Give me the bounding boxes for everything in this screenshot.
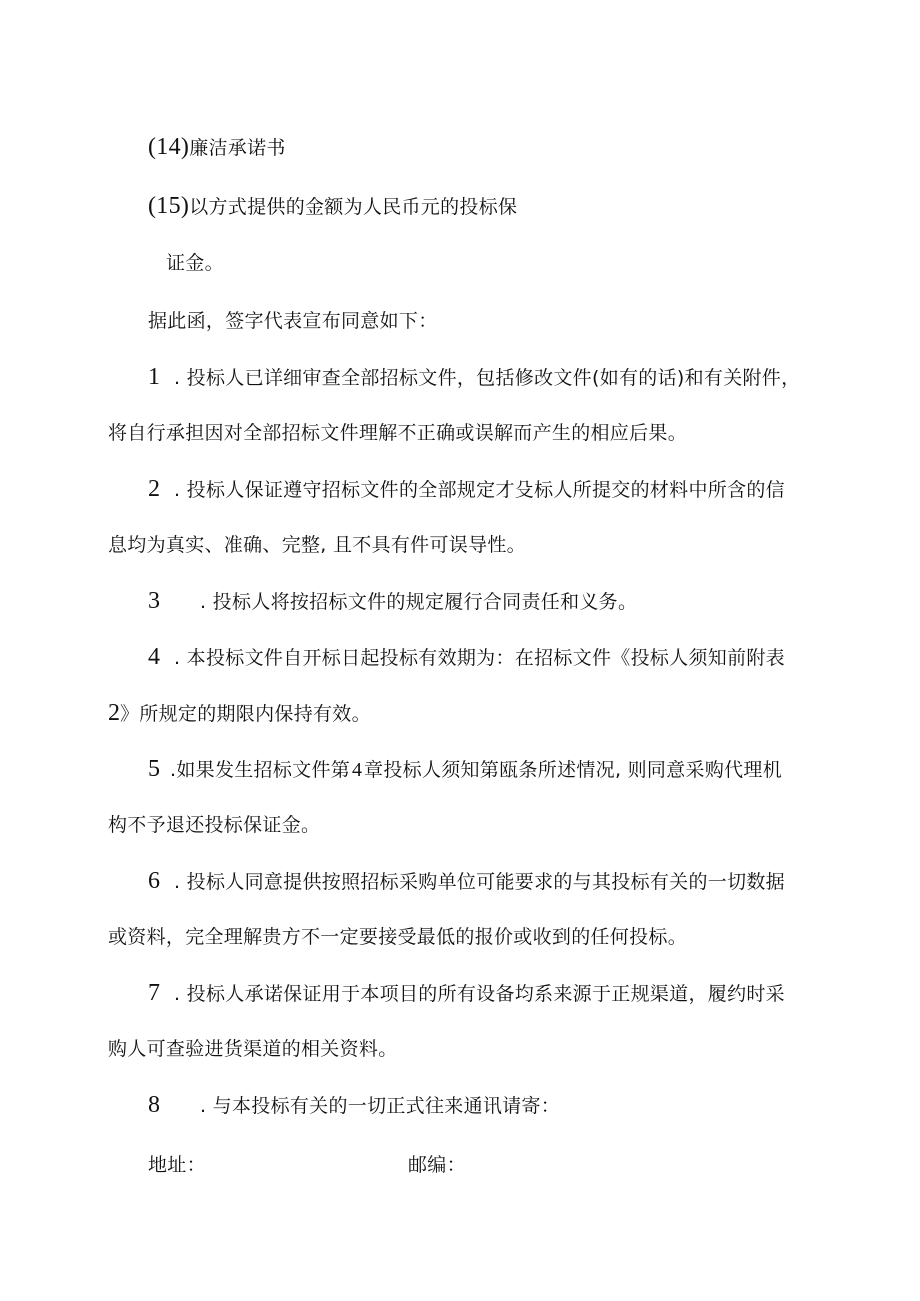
clause-5-line-1 [148,756,782,783]
clause-4-line-2-number: 2 [108,700,120,726]
clause-7-text: . 投标人承诺保证用于本项目的所有设备均系来源于正规渠道，履约时采 [174,983,785,1005]
clause-6-number: 6 [148,868,160,894]
clause-8-number: 8 [148,1092,160,1118]
clause-6-line-1 [148,868,785,895]
clause-1-line-2: 将自行承担因对全部招标文件理解不正确或误解而产生的相应后果。 [108,422,688,444]
clause-3-number: 3 [148,588,160,614]
item-15 [148,193,517,220]
address-label: 地址： [148,1154,206,1176]
clause-7-line-1 [148,980,785,1007]
clause-3-line-1 [148,588,637,615]
item-15-text: 以方式提供的金额为人民币元的投标保 [189,196,518,218]
clause-5-line-2: 构不予退还投标保证金。 [108,814,321,836]
clause-1-number: 1 [148,364,160,390]
postcode-label: 邮编： [408,1154,466,1176]
item-14-number: (14) [148,134,190,160]
clause-4-number: 4 [148,644,160,670]
clause-6-text: . 投标人同意提供按照招标采购单位可能要求的与其投标有关的一切数据 [174,871,785,893]
clause-8-line-1 [148,1092,560,1119]
clause-7-number: 7 [148,980,160,1006]
clause-4-line-1 [148,644,785,671]
clause-3-text: . 投标人将按招标文件的规定履行合同责任和义务。 [200,591,638,613]
clause-4-line-2-text: 》所规定的期限内保持有效。 [120,703,371,725]
clause-6-line-2: 或资料，完全理解贵方不一定要接受最低的报价或收到的任何投标。 [108,926,688,948]
clause-1-text: . 投标人已详细审查全部招标文件，包括修改文件(如有的话)和有关附件， [174,367,801,389]
item-14-text: 廉洁承诺书 [189,137,286,159]
clause-4-text: . 本投标文件自开标日起投标有效期为：在招标文件《投标人须知前附表 [174,647,785,669]
clause-7-line-2: 购人可查验进货渠道的相关资料。 [108,1038,398,1060]
clause-5-number: 5 [148,756,160,782]
item-15-continuation: 证金。 [166,252,224,274]
item-15-number: (15) [148,193,190,219]
clause-2-text: . 投标人保证遵守招标文件的全部规定才殳标人所提交的材料中所含的信 [174,479,785,501]
clause-1-line-1 [148,364,800,391]
clause-2-line-2: 息均为真实、准确、完整, 且不具有件可误导性。 [108,534,526,556]
clause-8-text: . 与本投标有关的一切正式往来通讯请寄： [200,1095,561,1117]
clause-4-line-2 [108,700,371,727]
item-14 [148,134,286,161]
clause-5-text-rest: 章投标人须知第瓯条所述情况, 则同意采购代理机 [364,759,783,781]
clause-2-line-1 [148,476,785,503]
clause-2-number: 2 [148,476,160,502]
clause-5-chapter-number: 4 [352,759,363,781]
clause-5-text: .如果发生招标文件第 [170,759,351,781]
intro-text: 据此函，签字代表宣布同意如下： [148,310,438,332]
